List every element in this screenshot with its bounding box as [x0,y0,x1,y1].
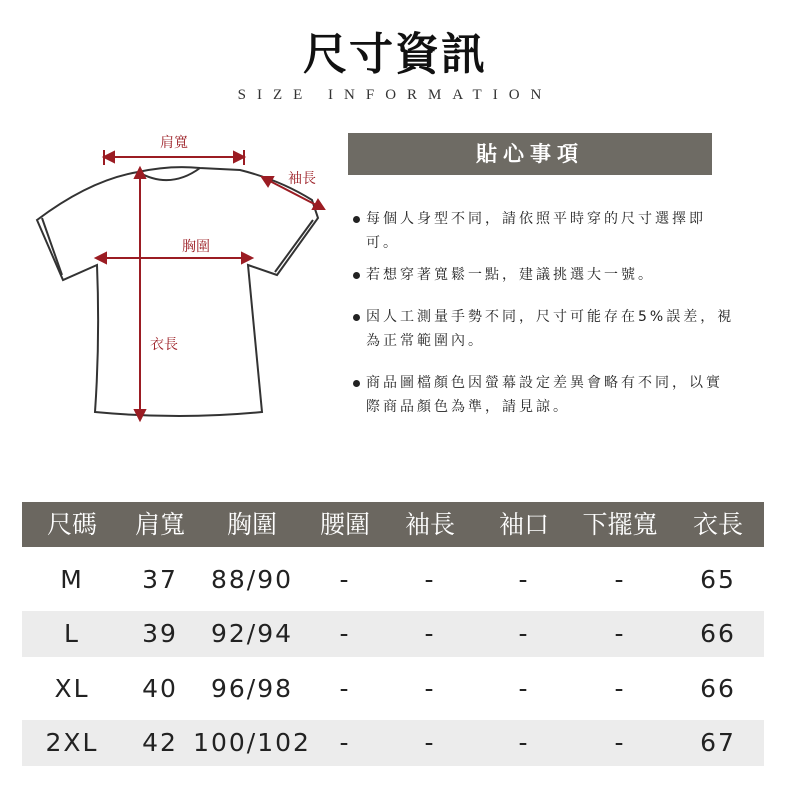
label-length: 衣長 [150,337,178,353]
th-cuff: 袖口 [498,510,550,539]
table-cell: 42 [142,728,178,757]
tshirt-diagram [0,0,340,440]
table-cell: 40 [142,674,178,703]
notes-heading: 貼心事項 [348,133,712,175]
table-cell: - [339,565,351,594]
table-cell: 88/90 [210,565,294,594]
table-cell: - [424,674,436,703]
table-cell: - [518,565,530,594]
table-cell: - [614,565,626,594]
page-subtitle: SIZE INFORMATION [237,87,553,103]
size-table-header [22,502,764,547]
table-cell: - [339,728,351,757]
table-cell: 66 [700,619,736,648]
table-cell: M [60,565,84,594]
table-cell: - [339,674,351,703]
table-cell: 66 [700,674,736,703]
table-cell: 37 [142,565,178,594]
table-row [22,611,764,657]
label-chest: 胸圍 [182,239,210,255]
table-cell: - [424,565,436,594]
label-shoulder: 肩寬 [160,135,188,151]
table-cell: 96/98 [210,674,294,703]
note-item: 商品圖檔顏色因螢幕設定差異會略有不同，以實際商品顏色為準，請見諒。 [350,371,736,419]
table-row [22,720,764,766]
table-cell: - [518,619,530,648]
table-cell: - [614,619,626,648]
table-cell: 92/94 [210,619,294,648]
table-cell: 2XL [45,728,99,757]
table-row [22,666,764,712]
table-cell: 67 [700,728,736,757]
th-shoulder: 肩寬 [134,510,186,539]
note-item: 因人工測量手勢不同，尺寸可能存在5%誤差，視為正常範圍內。 [350,305,736,353]
th-size: 尺碼 [46,510,98,539]
th-hem: 下擺寬 [582,510,658,539]
table-cell: - [518,728,530,757]
note-item: 每個人身型不同，請依照平時穿的尺寸選擇即可。 [350,207,736,255]
table-cell: - [614,728,626,757]
th-chest: 胸圍 [226,510,278,539]
table-cell: 65 [700,565,736,594]
label-sleeve: 袖長 [288,171,316,187]
th-sleeve: 袖長 [404,510,456,539]
th-waist: 腰圍 [319,510,371,539]
table-cell: - [339,619,351,648]
table-cell: - [614,674,626,703]
table-cell: 39 [142,619,178,648]
th-length: 衣長 [692,510,744,539]
table-row [22,557,764,603]
page-title: 尺寸資訊 [303,29,487,80]
table-cell: - [518,674,530,703]
table-cell: L [64,619,80,648]
table-cell: - [424,619,436,648]
table-cell: - [424,728,436,757]
table-cell: 100/102 [193,728,311,757]
table-cell: XL [54,674,90,703]
note-item: 若想穿著寬鬆一點，建議挑選大一號。 [350,263,736,287]
